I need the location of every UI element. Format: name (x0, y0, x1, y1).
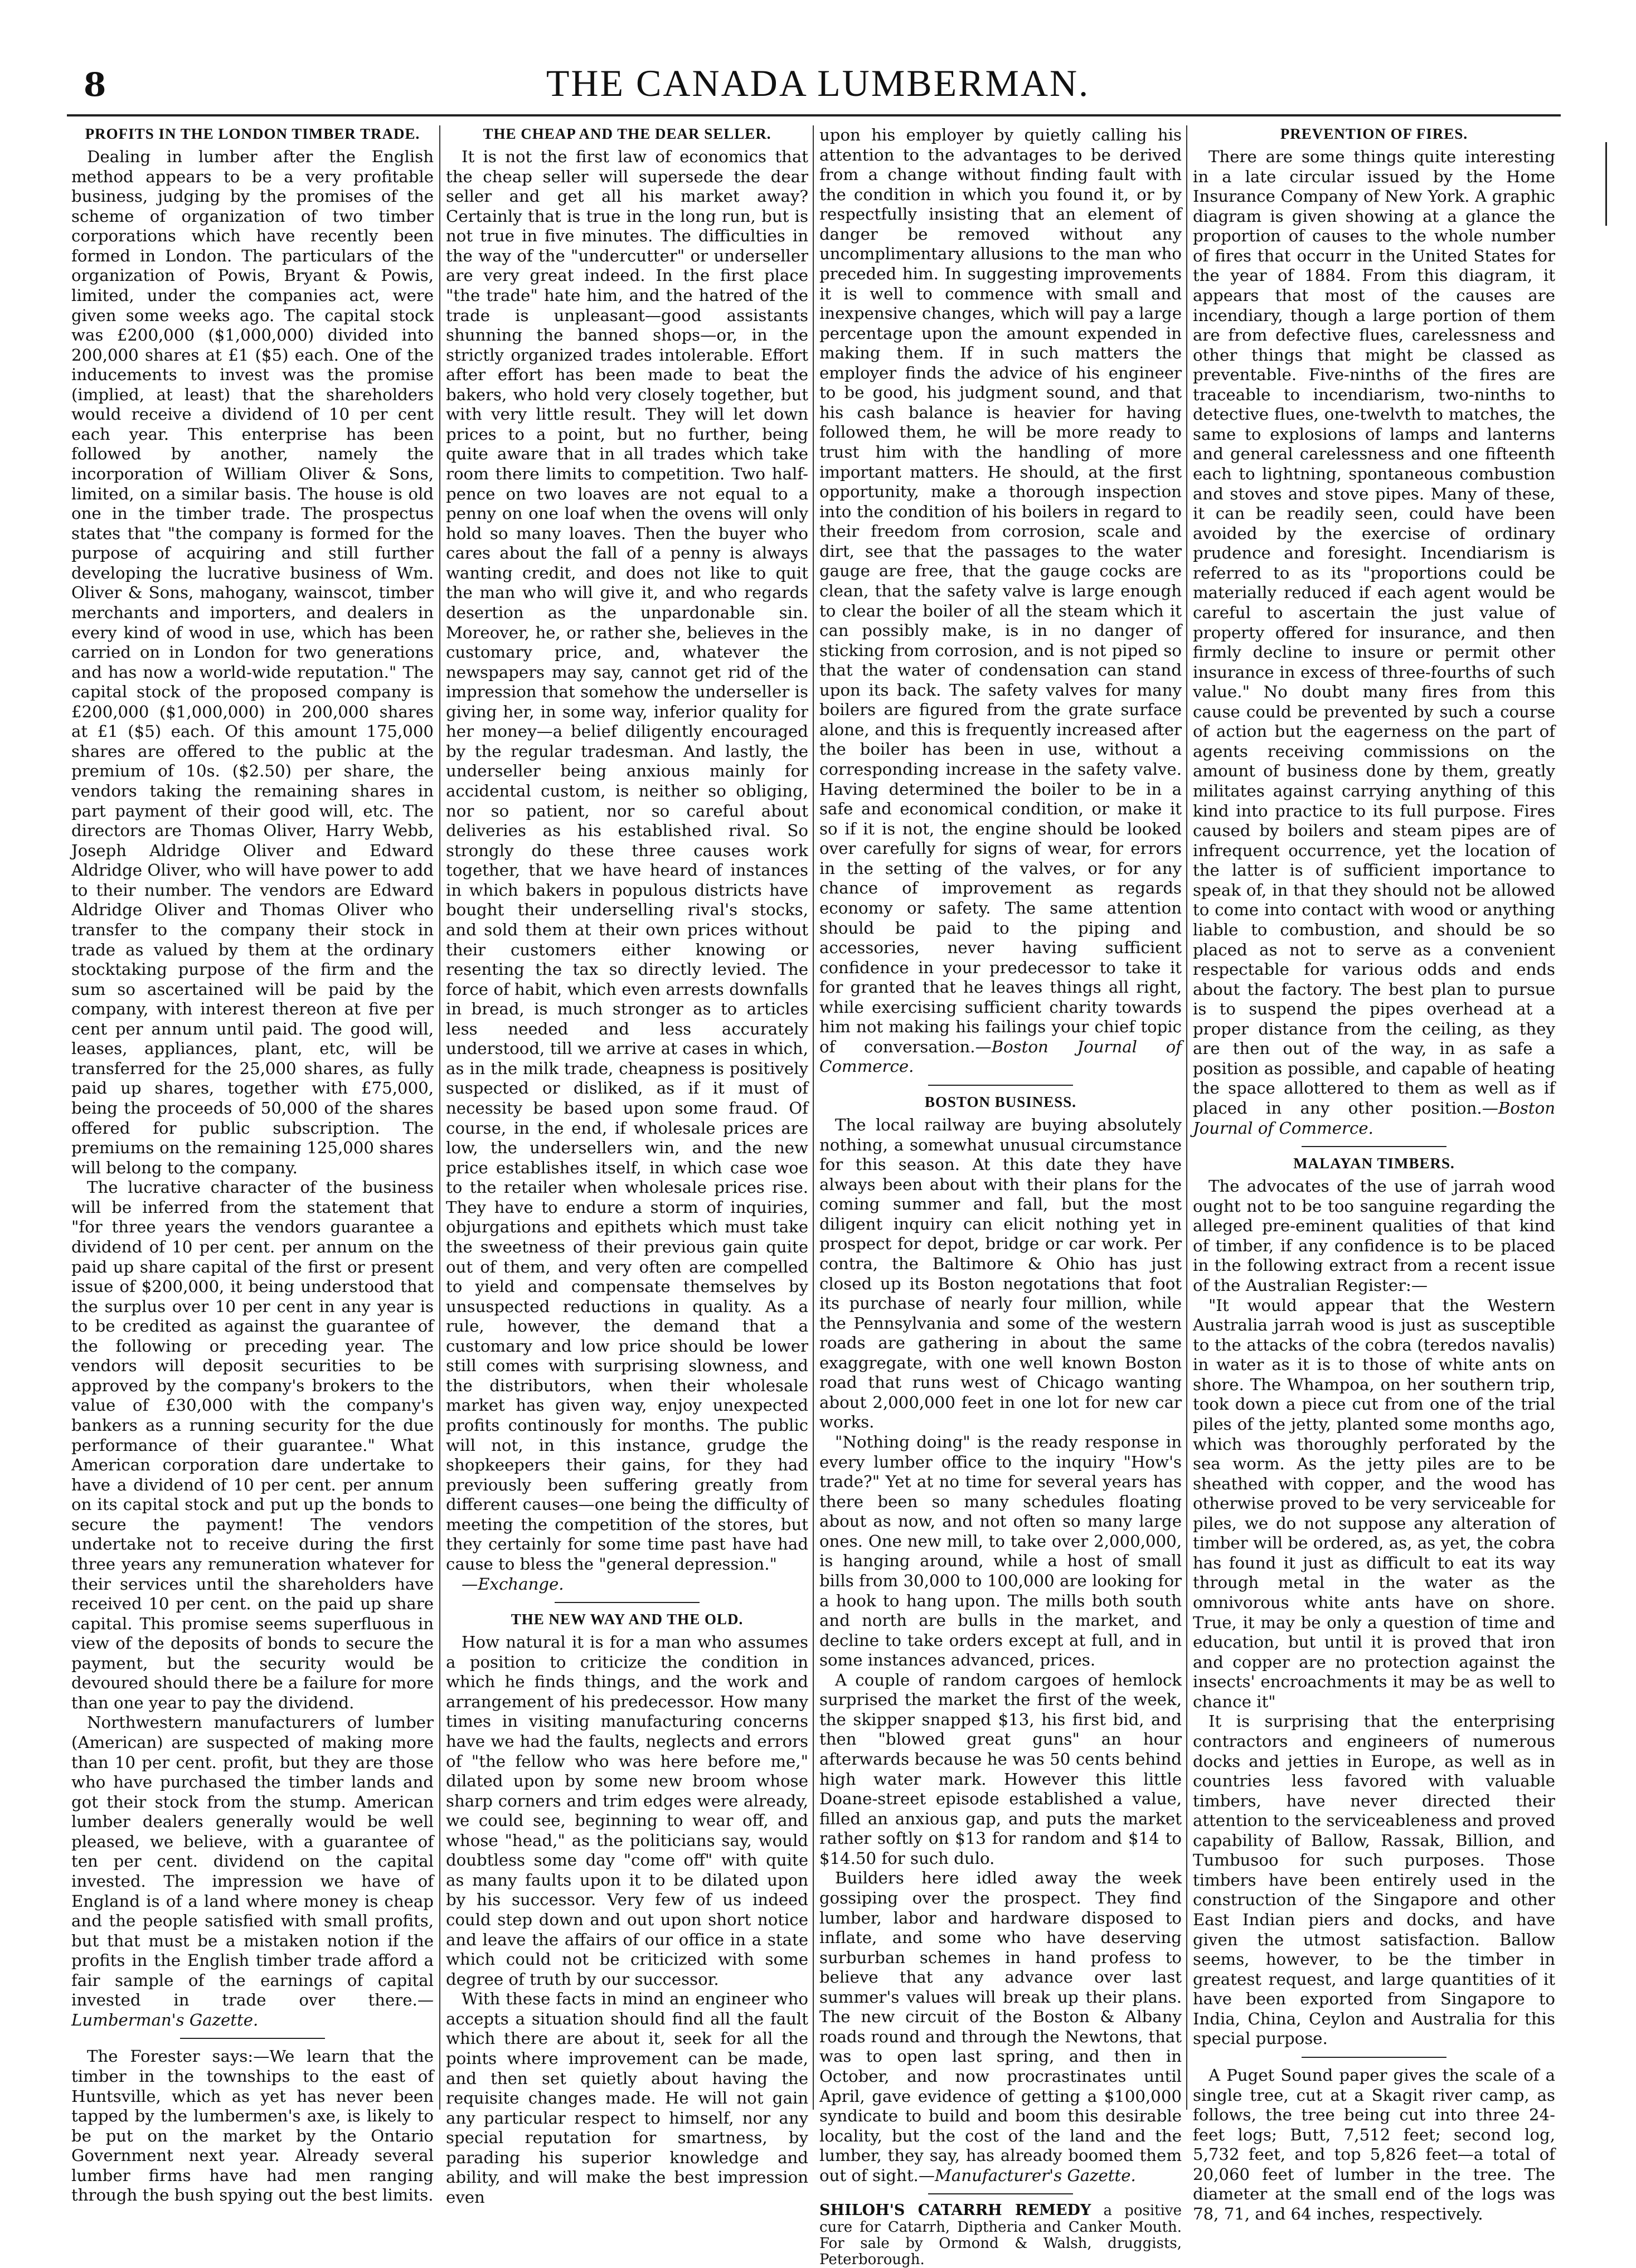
column-1 (71, 125, 434, 2205)
paragraph-text: There are some things quite interesting in a late circular issued by the Home Insurance Company of New York. A graphic diagram is given showing at a glance the proportion of causes to the whole number of fires that occurr in the United States for the year of 1884. From this diagram, it appears that most of the causes are incendiary, though a large portion of them are from defective flues, carelessness and other things that might be classed as preventable. Five-ninths of the fires are traceable to incendiarism, two-ninths to detective flues, one-twelvth to matches, the same to explosions of lamps and lanterns and general carelessness and one fifteenth each to lightning, spontaneous combustion and stoves and stove pipes. Many of these, it can be readily seen, could have been avoided by the exercise of ordinary prudence and foresight. Incendiarism is referred to as its "proportions could be materially reduced if each agent would be careful to ascertain the just value of property offered for insurance, and then firmly decline to insure or permit other insurance in excess of three-fourths of such value." No doubt many fires from this cause could be prevented by such a course of action but the eagerness on the part of agents receiving commissions on the amount of business done by them, greatly militates against carrying anything of this kind into practice to its full purpose. Fires caused by boilers and steam pipes are of infrequent occurrence, yet the location of the latter is of sufficient importance to speak of, in that they should not be allowed to come into contact with wood or anything liable to combustion, and should be so placed as not to serve as a convenient respectable for various odds and ends about the factory. The best plan to pursue is to suspend the pipes overhead at a proper distance from the ceiling, as they are then out of the way, in as safe a position as possible, and capable of heating the space allottered to them as well as if placed in any other position. (1193, 147, 1555, 1118)
paragraph-text: It is not the first law of economics that the cheap seller will supersede the dear seller and get all his market away? Certainly that is true in the long run, but is not true in five minutes. The difficulties in the way of the "undercutter" or underseller are very great indeed. In the first place "the trade" hate him, and the hatred of the trade is unpleasant—good assistants shunning the banned shops—or, in the strictly organized trades intolerable. Effort after effort has been made to beat the bakers, who hold very closely together, but with very little result. They will let down prices to a point, but no further, being quite aware that in all trades which take room there limits to competition. Two half-pence on two loaves are not equal to a penny on one loaf when the ovens will only hold so many loaves. Then the buyer who cares about the fall of a penny is always wanting credit, and does not like to quit the man who will give it, and who regards desertion as the unpardonable sin. Moreover, he, or rather she, believes in the customary price, and, whatever the newspapers may say, cannot get rid of the impression that somehow the underseller is giving her, in some way, inferior quality for her money—a belief diligently encouraged by the regular tradesman. And lastly, the underseller being anxious mainly for accidental custom, is neither so obliging, nor so patient, nor so careful about deliveries as his established rival. So strongly do these three causes work together, that we have heard of instances in which bakers in populous districts have bought their underselling rival's stocks, and sold them at their own prices without their customers either knowing or resenting the tax so directly levied. The force of habit, which even arrests downfalls in bread, is much stronger as to articles less needed and less accurately understood, till we arrive at cases in which, as in the milk trade, cheapness is positively suspected or disliked, as if it must of necessity be based upon some fraud. Of course, in the end, if wholesale prices are low, the undersellers win, and the new price establishes itself, in which case woe to the retailer when wholesale prices rise. They have to endure a storm of inquiries, objurgations and epithets which must take the sweetness of their previous gain quite out of them, and very often are compelled to yield and compensate themselves by unsuspected reductions in quality. As a rule, however, the demand that a customary and low price should be lower still comes with surprising slowness, and the distributors, when their wholesale market has given way, enjoy unexpected profits continously for months. The public will not, in this instance, grudge the shopkeepers their gains, for they had previously been suffering greatly from different causes—one being the difficulty of meeting the competition of the stores, but they certainly for some time past have had cause to bless the "general depression." (446, 147, 808, 1573)
article-paragraph (71, 1713, 434, 2030)
page-edge-mark (1605, 142, 1629, 226)
article-paragraph: It is surprising that the enterprising contractors and engineers of numerous docks and jetties in Europe, as well as in countries less favored with valuable timbers, have never directed their attention to the serviceableness and proved capability of Ballow, Rassak, Billion, and Tumbusoo for such purposes. Those timbers have been entirely used in the construction of the Singapore and other East Indian piers and docks, and have given the utmost satisfaction. Ballow seems, however, to be the timber in greatest request, and large quantities of it have been exported from Singapore to India, China, Ceylon and Australia for this special purpose. (1193, 1712, 1555, 2048)
article-separator (1302, 1146, 1446, 1147)
column-divider (1186, 125, 1187, 2110)
article-source: —Boston Journal of Commerce. (819, 1037, 1182, 1076)
article-paragraph: A Puget Sound paper gives the scale of a single tree, cut at a Skagit river camp, as follows, the tree being cut into three 24-feet logs; Butt, 7,512 feet; second log, 5,732 feet, and top 5,826 feet—a total of 20,060 feet of lumber in the tree. The diameter at the small end of the logs was 78, 71, and 64 inches, respectively. (1193, 2065, 1555, 2223)
article-source: —Boston Journal of Commerce. (1193, 1099, 1555, 1138)
column-2 (446, 125, 808, 2207)
newspaper-title: THE CANADA LUMBERMAN. (546, 62, 1090, 104)
paragraph-text: Builders here idled away the week gossiping over the prospect. They find lumber, labor and hardware disposed to inflate, and some who have deserving surburban schemes in hand profess to believe that any advance over last summer's values will break up their plans. The new circuit of the Boston & Albany roads round and through the Newtons, that was to open last spring, and then in October, and now procrastinates until April, gave evidence of getting a $100,000 syndicate to build and boom this desirable locality, but the cost of the land and the lumber, they say, has already boomed them out of sight. (819, 1868, 1182, 2185)
article-paragraph: "Nothing doing" is the ready response in every lumber office to the inquiry "How's trade?" Yet at no time for several years has there been so many schedules floating about as now, and not often so many large ones. One new mill, to take over 2,000,000, is hanging around, while a host of small bills from 30,000 to 100,000 are looking for a hook to hang upon. The mills both south and north are bulls in the market, and decline to take orders except at full, and in some instances advanced, prices. (819, 1432, 1182, 1670)
column-divider (439, 125, 440, 2110)
masthead (0, 0, 1636, 128)
column-4 (1193, 125, 1555, 2223)
advertisement-text: a positive cure for Catarrh, Diptheria and Canker Mouth. For sale by Ormond & Walsh, druggists, Peterborough. (819, 2202, 1182, 2268)
article-heading: MALAYAN TIMBERS. (1293, 1155, 1455, 1172)
article-paragraph: With these facts in mind an engineer who accepts a situation should find all the fault which there are about it, seek for all the points where improvement can be made, and then set quietly about having the requisite changes made. He will not gain any particular respect to himself, nor any special reputation for smartness, by parading his superior knowledge and ability, and will make the best impression even (446, 1989, 808, 2207)
article-paragraph: How natural it is for a man who assumes a position to criticize the condition in which he finds things, and the work and arrangement of his predecessor. How many times in visiting manufacturing concerns have we had the faults, neglects and errors of "the fellow who was here before me," dilated upon by some new broom whose sharp corners and trim edges were already, we could see, beginning to wear off, and whose "head," as the politicians say, would doubtless some day "come off" with quite as many faults upon it to be dilated upon by his successor. Very few of us indeed could step down and out upon short notice and leave the affairs of our office in a state which could not be criticized with some degree of truth by our successor. (446, 1633, 808, 1989)
column-divider (813, 125, 814, 2110)
article-quote: "It would appear that the Western Australia jarrah wood is just as susceptible to the attacks of the cobra (teredos navalis) in water as it is to those of white ants on shore. The Whampoa, on her southern trip, took down a piece cut from one of the trial piles of the jetty, planted some months ago, which was thoroughly perforated by the sea worm. As the jetty piles are to be sheathed with copper, and the wood has otherwise proved to be very serviceable for piles, we do not suppose any alteration of timber will be ordered, as, as yet, the cobra has found it just as difficult to eat its way through metal in the water as the omnivorous white ants have on shore. True, it may be only a question of time and education, but until it is proved that iron and copper are no protection against the insects' encroachments it may be as well to chance it" (1193, 1295, 1555, 1711)
advertisement (819, 2202, 1182, 2268)
article-separator (928, 1085, 1073, 1086)
masthead-rule (67, 114, 1561, 116)
article-heading: PREVENTION OF FIRES. (1280, 125, 1468, 142)
article-paragraph (819, 125, 1182, 1077)
article-source: —Lumberman's Gazette. (71, 1990, 434, 2029)
article-separator (928, 2193, 1073, 2194)
article-paragraph: A couple of random cargoes of hemlock surprised the market the first of the week, the skipper snapped $13, his first bid, and then "blowed great guns" an hour afterwards because he was 50 cents behind high water mark. However this little Doane-street episode established a value, filled an anxious gap, and puts the market rather softly on $13 for random and $14 to $14.50 for such dulo. (819, 1670, 1182, 1868)
advertisement-title: SHILOH'S CATARRH REMEDY (819, 2202, 1091, 2220)
paragraph-text: upon his employer by quietly calling his attention to the advantages to be derived from a change without finding fault with the condition in which you found it, or by respectfully insisting that an element of danger be removed without any uncomplimentary allusions to the man who preceded him. In suggesting improvements it is well to commence with small and inexpensive changes, which will pay a large percentage upon the amount expended in making them. If in such matters the employer finds the advice of his engineer to be good, his judgment sound, and that his cash balance is heavier for having followed them, he will be more ready to trust him with the handling of more important matters. He should, at the first opportunity, make a thorough inspection into the condition of his boilers in regard to their freedom from corrosion, scale and dirt, see that the passages to the water gauge are free, that the gauge cocks are clean, that the safety valve is large enough to clear the boiler of all the steam which it can possibly make, is in no danger of sticking from corrosion, and is not piped so that the water of condensation can stand upon its back. The safety valves for many boilers are figured from the grate surface alone, and this is frequently increased after the boiler has been in use, without a corresponding increase in the safety valve. Having determined the boiler to be in a safe and economical condition, or make it so if it is not, the engine should be looked over carefully for signs of wear, for errors in the setting of the valves, or for any chance of improvement as regards economy or safety. The same attention should be paid to the piping and accessories, never having sufficient confidence in your predecessor to take it for granted that he leaves things all right, while exercising sufficient charity towards him not making his failings your chief topic of conversation. (819, 125, 1182, 1056)
article-paragraph: The lucrative character of the business will be inferred from the statement that "for three years the vendors guarantee a dividend of 10 per cent. per annum on the paid up share capital of the first or present issue of $200,000, it being understood that the surplus over 10 per cent in any year is to be credited as against the guarantee of the following or preceding year. The vendors will deposit securities to be approved by the company's brokers to the value of £30,000 with the company's bankers as a running security for the due performance of their guarantee." What American corporation dare undertake to have a dividend of 10 per cent. per annum on its capital stock and put up the bonds to secure the payment! The vendors undertake not to receive during the first three years any remuneration whatever for their services until the shareholders have received 10 per cent. on the paid up share capital. This promise seems superfluous in view of the deposits of bonds to secure the payment, but the security would be devoured should there be a failure for more than one year to pay the dividend. (71, 1178, 434, 1712)
article-paragraph (819, 1868, 1182, 2186)
article-paragraph: Dealing in lumber after the English method appears to be a very profitable business, judging by the promises of the scheme of organization of two timber corporations which have recently been formed in London. The particulars of the organization of Powis, Bryant & Powis, limited, under the companies act, were given some weeks ago. The capital stock was £200,000 ($1,000,000) divided into 200,000 shares at £1 ($5) each. One of the inducements to invest was the promise (implied, at least) that the shareholders would receive a dividend of 10 per cent each year. This enterprise has been followed by another, namely the incorporation of William Oliver & Sons, limited, on a similar basis. The house is old one in the timber trade. The prospectus states that "the company is formed for the purpose of acquiring and still further developing the lucrative business of Wm. Oliver & Sons, mahogany, wainscot, timber merchants and importers, and dealers in every kind of wood in use, which has been carried on in London for two generations and has now a world-wide reputation." The capital stock of the proposed company is £200,000 ($1,000,000) in 200,000 shares at £1 ($5) each. Of this amount 175,000 shares are offered to the public at the premium of 10s. ($2.50) per share, the vendors taking the remaining shares in part payment of their good will, etc. The directors are Thomas Oliver, Harry Webb, Joseph Aldridge Oliver and Edward Aldridge Oliver, who will have power to add to their number. The vendors are Edward Aldridge Oliver and Thomas Oliver who transfer to the company their stock in trade as valued by them at the ordinary stocktaking purpose of the firm and the sum so ascertained will be paid by the company, with interest thereon at five per cent per annum until paid. The good will, leases, appliances, plant, etc, will be transferred for the 25,000 shares, as fully paid up shares, together with £75,000, being the proceeds of 50,000 of the shares offered for public subscription. The premiums on the remaining 125,000 shares will belong to the company. (71, 147, 434, 1177)
article-paragraph: The local railway are buying absolutely nothing, a somewhat unusual circumstance for this season. At this date they have always been about with their plans for the coming summer and fall, but the most diligent inquiry can elicit nothing yet in prospect for depot, bridge or car work. Per contra, the Baltimore & Ohio has just closed up its Boston negotations that foot its purchase of nearly four million, while the Pennsylvania and some of the western roads are gathering in about the same exaggregate, with one well known Boston road that runs west of Chicago wanting about 2,000,000 feet in one lot for new car works. (819, 1115, 1182, 1432)
article-source: —Exchange. (462, 1574, 564, 1594)
page-number: 8 (84, 66, 106, 104)
column-3 (819, 125, 1182, 2268)
article-paragraph: The advocates of the use of jarrah wood ought not to be too sanguine regarding the alleged pre-eminent qualities of that kind of timber, if any confidence is to be placed in the following extract from a recent issue of the Australian Register:— (1193, 1177, 1555, 1295)
article-separator (180, 2038, 325, 2039)
article-heading: PROFITS IN THE LONDON TIMBER TRADE. (85, 125, 420, 142)
article-heading: THE NEW WAY AND THE OLD. (511, 1611, 744, 1628)
article-heading: THE CHEAP AND THE DEAR SELLER. (483, 125, 771, 142)
article-paragraph (446, 147, 808, 1575)
article-separator (555, 1602, 700, 1603)
article-paragraph: The Forester says:—We learn that the timber in the townships to the east of Huntsville, which as yet has never been tapped by the lumbermen's axe, is likely to be put on the market by the Ontario Government next year. Already several lumber firms have had men ranging through the bush spying out the best limits. (71, 2047, 434, 2205)
article-separator (1302, 2057, 1446, 2058)
article-heading: BOSTON BUSINESS. (924, 1094, 1077, 1110)
article-paragraph (1193, 147, 1555, 1138)
paragraph-text: Northwestern manufacturers of lumber (American) are suspected of making more than 10 per cent. profit, but they are those who have purchased the timber lands and got their stock from the stump. American lumber dealers generally would be well pleased, we believe, with a guarantee of ten per cent. dividend on the capital invested. The impression we have of England is of a land where money is cheap and the people satisfied with small profits, but that must be a mistaken notion if the profits in the English timber trade afford a fair sample of the earnings of capital invested in trade over there. (71, 1713, 434, 2010)
article-source: —Manufacturer's Gazette. (918, 2165, 1136, 2185)
